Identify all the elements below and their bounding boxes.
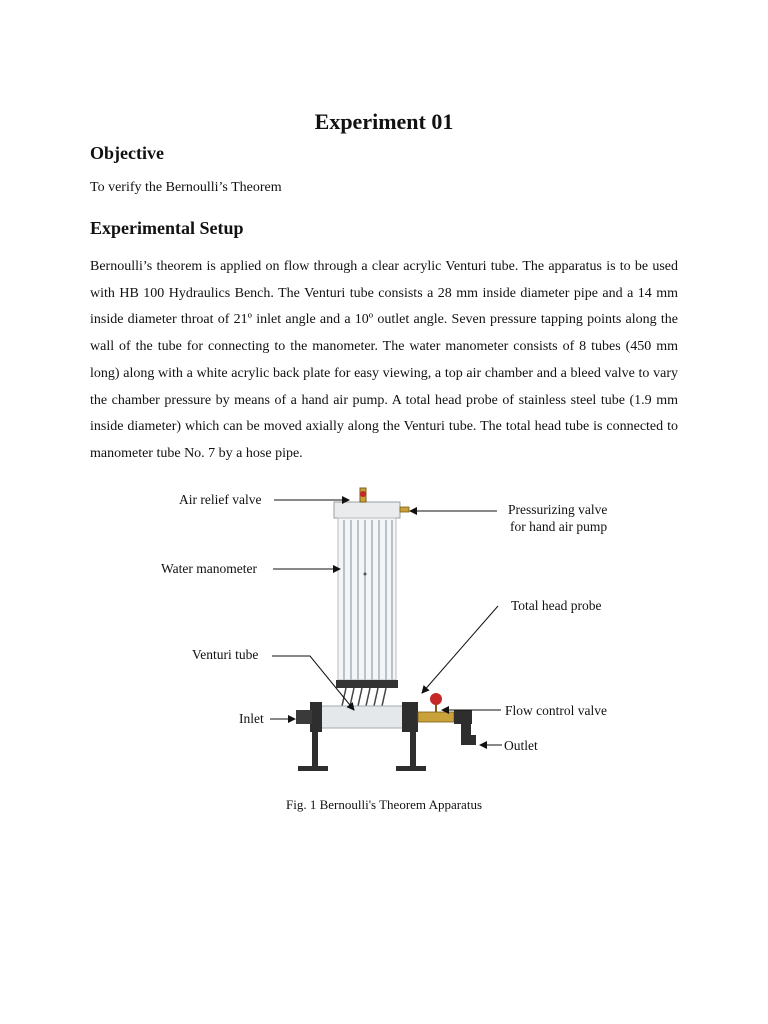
manometer-back-plate: [338, 518, 396, 680]
valve-handwheel: [430, 693, 442, 705]
label-flow-control-valve: Flow control valve: [505, 703, 607, 718]
label-total-head-probe: Total head probe: [511, 598, 602, 613]
air-relief-valve-knob: [360, 491, 366, 497]
objective-heading: Objective: [90, 143, 164, 163]
experimental-setup-paragraph: Bernoulli’s theorem is applied on flow through a clear acrylic Venturi tube. The apparatus is to be used with HB 100 Hydraulics Bench. The Venturi tube consists a 28 mm inside diameter pipe and a 14 mm inside diameter throat of 21º inlet angle and a 10º outlet angle. Seven pressure tapping points along the wall of the tube for connecting to the manometer. The water manometer consists of 8 tubes (450 mm long) along with a white acrylic back plate for easy viewing, a top air chamber and a bleed valve to vary the chamber pressure by means of a hand air pump. A total head probe of stainless steel tube (1.9 mm inside diameter) which can be moved axially along the Venturi tube. The total head tube is connected to manometer tube No. 7 by a hose pipe.: [90, 259, 678, 461]
apparatus-diagram: [150, 478, 630, 778]
manometer-manifold: [336, 680, 398, 688]
apparatus-figure: [150, 478, 630, 778]
label-outlet: Outlet: [504, 738, 538, 753]
total-head-probe-arrow: [422, 606, 498, 693]
figure-caption: Fig. 1 Bernoulli's Theorem Apparatus: [286, 797, 482, 812]
stands: [298, 732, 426, 771]
outlet-elbow: [466, 724, 476, 740]
label-venturi-tube: Venturi tube: [192, 647, 259, 662]
pressurizing-valve-fitting: [400, 507, 409, 512]
inlet-pipe: [296, 710, 312, 724]
label-pressurizing-valve-line2: for hand air pump: [510, 519, 608, 534]
outlet-flange: [402, 702, 418, 732]
air-chamber: [334, 502, 400, 518]
objective-text: To verify the Bernoulli’s Theorem: [90, 180, 282, 195]
page-title: Experiment 01: [314, 109, 454, 134]
label-water-manometer: Water manometer: [161, 561, 257, 576]
label-air-relief-valve: Air relief valve: [179, 492, 262, 507]
venturi-tube-body: [320, 706, 408, 728]
label-pressurizing-valve-line1: Pressurizing valve: [508, 502, 608, 517]
brass-fitting: [418, 712, 454, 722]
label-inlet: Inlet: [239, 711, 264, 726]
manometer-screw: [364, 573, 367, 576]
experimental-setup-heading: Experimental Setup: [90, 218, 244, 238]
outlet-pipe: [454, 710, 472, 724]
